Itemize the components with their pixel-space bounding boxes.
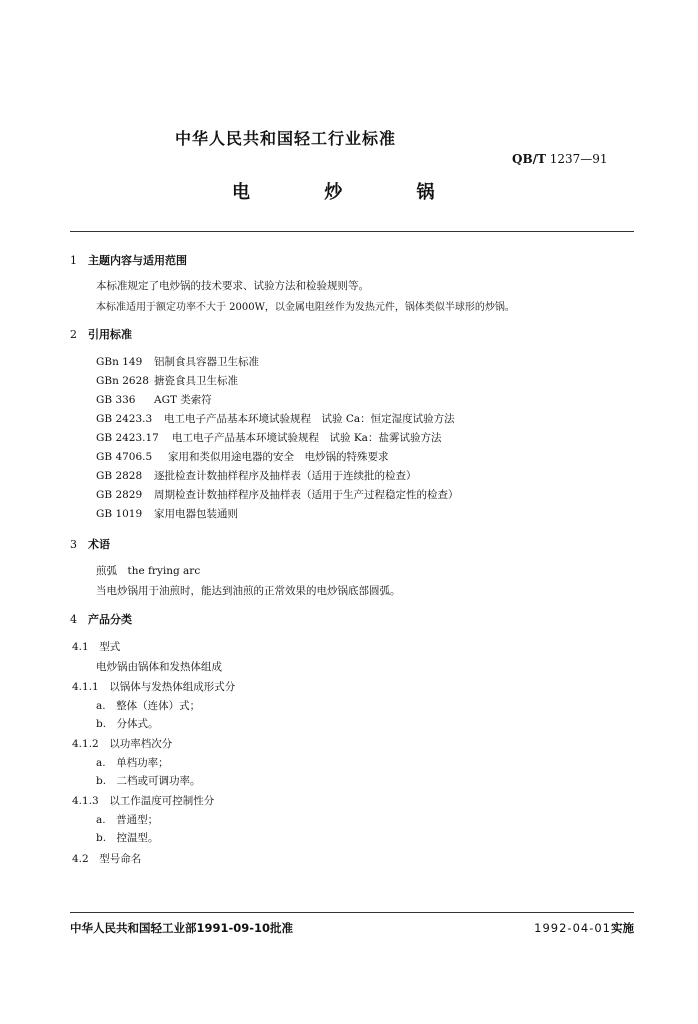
subsection-4-1-3: 4.1.3 以工作温度可控制性分 (72, 795, 215, 807)
reference-code: GB 336 (96, 394, 136, 406)
reference-item (96, 430, 441, 445)
subsection-4-2: 4.2 型号命名 (72, 853, 142, 865)
list-item: b. 二档或可调功率。 (96, 775, 201, 787)
section-4-title: 产品分类 (88, 613, 132, 626)
term-entry: 煎弧 the frying arc (96, 565, 201, 577)
list-item: b. 控温型。 (96, 832, 159, 844)
section-3-number: 3 (70, 538, 77, 551)
document-title: 电 炒 锅 (232, 182, 469, 203)
reference-item (96, 392, 212, 407)
reference-item (96, 411, 455, 426)
reference-item (96, 506, 238, 521)
list-item: a. 普通型； (96, 814, 159, 826)
section-1-paragraph-2: 本标准适用于额定功率不大于 2000W，以金属电阻丝作为发热元件，锅体类似半球形的炒锅。 (96, 302, 515, 313)
section-2-title: 引用标准 (88, 328, 132, 341)
reference-title: AGT 类索符 (154, 394, 212, 406)
section-4-number: 4 (70, 613, 77, 626)
subsection-4-1-1: 4.1.1 以锅体与发热体组成形式分 (72, 681, 236, 693)
list-item: a. 整体（连体）式； (96, 700, 201, 712)
section-1-heading (70, 252, 187, 268)
section-2-heading (70, 326, 132, 342)
reference-code: GBn 149 (96, 356, 143, 368)
reference-title: 铝制食具容器卫生标准 (154, 356, 259, 368)
term-definition: 当电炒锅用于油煎时，能达到油煎的正常效果的电炒锅底部圆弧。 (96, 585, 401, 597)
reference-code: GB 2829 (96, 489, 143, 501)
reference-code: GB 4706.5 (96, 451, 153, 463)
effective-date: 1992-04-01 (534, 921, 611, 935)
list-item: a. 单档功率； (96, 757, 169, 769)
reference-item (96, 449, 389, 464)
header-divider (70, 231, 634, 232)
section-4-heading (70, 611, 132, 627)
reference-item (96, 487, 459, 502)
reference-title: 周期检查计数抽样程序及抽样表（适用于生产过程稳定性的检查） (154, 489, 459, 501)
section-1-title: 主题内容与适用范围 (88, 254, 187, 267)
subsection-4-1-text: 电炒锅由锅体和发热体组成 (96, 661, 222, 673)
reference-item (96, 373, 238, 388)
reference-code: GBn 2628 (96, 375, 149, 387)
section-3-heading (70, 536, 110, 552)
standard-code: 1237—91 (549, 152, 608, 166)
reference-title: 电工电子产品基本环境试验规程 试验 Ca：恒定湿度试验方法 (164, 413, 455, 425)
footer-divider (70, 912, 634, 913)
list-item: b. 分体式。 (96, 718, 159, 730)
reference-title: 家用电器包装通则 (154, 508, 238, 520)
reference-code: GB 1019 (96, 508, 143, 520)
reference-item (96, 354, 259, 369)
reference-title: 逐批检查计数抽样程序及抽样表（适用于连续批的检查） (154, 470, 417, 482)
reference-item (96, 468, 417, 483)
effective-label: 实施 (611, 921, 634, 935)
standard-number (512, 152, 608, 166)
effective-note (534, 920, 634, 936)
reference-title: 家用和类似用途电器的安全 电炒锅的特殊要求 (168, 451, 389, 463)
reference-code: GB 2423.3 (96, 413, 153, 425)
section-2-number: 2 (70, 328, 77, 341)
subsection-4-1: 4.1 型式 (72, 641, 121, 653)
section-1-paragraph-1: 本标准规定了电炒锅的技术要求、试验方法和检验规则等。 (96, 280, 369, 292)
reference-title: 电工电子产品基本环境试验规程 试验 Ka：盐雾试验方法 (172, 432, 442, 444)
reference-code: GB 2828 (96, 470, 143, 482)
standard-organization: 中华人民共和国轻工行业标准 (175, 129, 397, 148)
subsection-4-1-2: 4.1.2 以功率档次分 (72, 738, 173, 750)
approval-note: 中华人民共和国轻工业部1991-09-10批准 (70, 921, 294, 935)
section-3-title: 术语 (88, 538, 110, 551)
section-1-number: 1 (70, 254, 77, 267)
reference-code: GB 2423.17 (96, 432, 159, 444)
reference-title: 搪瓷食具卫生标准 (154, 375, 238, 387)
standard-prefix: QB/T (512, 152, 546, 166)
